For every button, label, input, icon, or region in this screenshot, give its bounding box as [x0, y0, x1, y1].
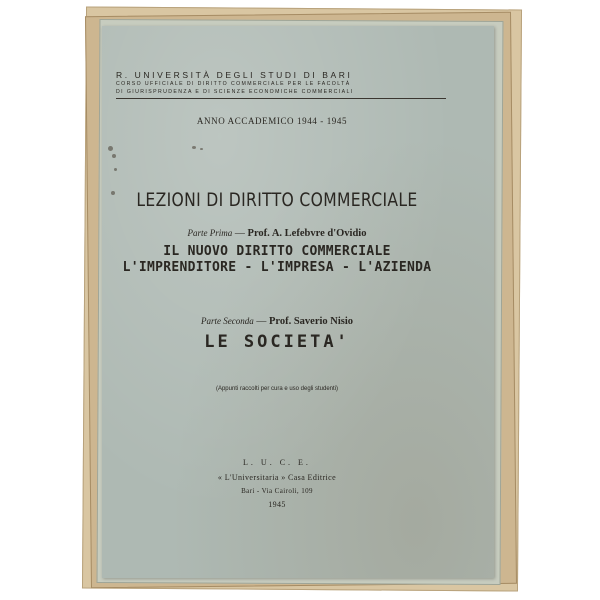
publisher-house: « L'Universitaria » Casa Editrice [217, 473, 337, 482]
part-two-dash: — [256, 316, 267, 327]
foxing-stain [112, 154, 116, 158]
part-one-author: Prof. A. Lefebvre d'Ovidio [247, 228, 367, 239]
foxing-stain [111, 191, 115, 195]
publisher-name: L. U. C. E. [243, 458, 311, 467]
publication-year: 1945 [268, 500, 286, 509]
part-two-title: LE SOCIETA' [204, 332, 350, 352]
foxing-stain [114, 168, 117, 171]
part-one-label: Parte Prima [187, 228, 233, 238]
part-one-subtitle-1: IL NUOVO DIRITTO COMMERCIALE [163, 244, 391, 259]
part-two-heading [102, 316, 452, 327]
course-line-1: CORSO UFFICIALE DI DIRITTO COMMERCIALE PER LE FACOLTÀ [116, 81, 351, 87]
book-cover [102, 26, 494, 578]
part-one-dash: — [234, 228, 245, 239]
part-one-subtitle-2: L'IMPRENDITORE - L'IMPRESA - L'AZIENDA [122, 260, 432, 275]
university-header [116, 70, 446, 99]
part-one-heading [102, 228, 452, 239]
part-two-author: Prof. Saverio Nisio [268, 316, 354, 327]
university-name: R. UNIVERSITÀ DEGLI STUDI DI BARI [116, 70, 353, 80]
course-line-2: DI GIURISPRUDENZA E DI SCIENZE ECONOMICHE COMMERCIALI [116, 89, 354, 95]
foxing-stain [108, 146, 113, 151]
students-note: (Appunti raccolti per cura e uso degli studenti) [215, 386, 339, 392]
part-two-label: Parte Seconda [200, 316, 254, 326]
book-title: LEZIONI DI DIRITTO COMMERCIALE [136, 189, 418, 211]
publisher-address: Bari - Via Cairoli, 109 [241, 487, 313, 495]
foxing-stain [192, 146, 196, 149]
foxing-stain [200, 148, 203, 150]
academic-year: ANNO ACCADEMICO 1944 - 1945 [196, 116, 348, 126]
